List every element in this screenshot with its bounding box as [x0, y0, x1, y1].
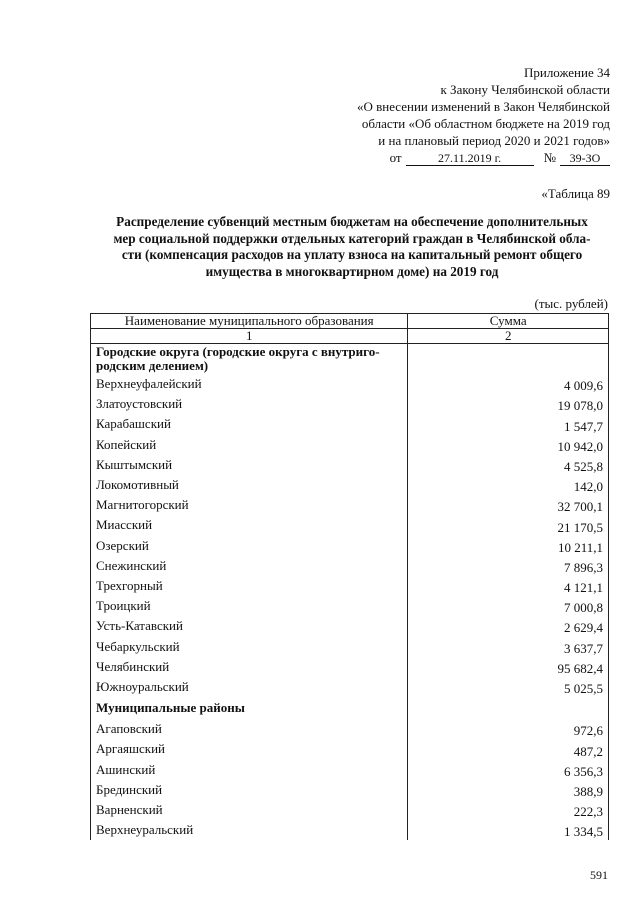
municipality-name: Челябинский — [91, 657, 408, 677]
table-row — [91, 800, 609, 820]
table-row — [91, 435, 609, 455]
number-label: № — [543, 150, 556, 165]
table-row — [91, 780, 609, 800]
amount-value: 1 547,7 — [408, 414, 609, 434]
table-row — [91, 394, 609, 414]
section-row — [91, 344, 609, 375]
from-label: от — [389, 150, 402, 165]
section-heading: Муниципальные районы — [91, 697, 408, 719]
section-heading: Городские округа (городские округа с внутриго-родским делением) — [91, 344, 408, 375]
municipality-name: Магнитогорский — [91, 495, 408, 515]
table-row — [91, 820, 609, 840]
municipality-name: Южноуральский — [91, 677, 408, 697]
appendix-line: области «Об областном бюджете на 2019 год — [361, 116, 610, 131]
table-row — [91, 374, 609, 394]
municipality-name: Трехгорный — [91, 576, 408, 596]
amount-value: 4 009,6 — [408, 374, 609, 394]
amount-value: 2 629,4 — [408, 616, 609, 636]
table-row — [91, 657, 609, 677]
amount-value: 7 896,3 — [408, 556, 609, 576]
table-row — [91, 455, 609, 475]
amount-value: 142,0 — [408, 475, 609, 495]
amount-value: 1 334,5 — [408, 820, 609, 840]
law-number: 39-ЗО — [560, 151, 610, 166]
table-row — [91, 719, 609, 739]
table-body — [91, 344, 609, 841]
header-number: 1 — [91, 329, 408, 344]
table-row — [91, 414, 609, 434]
municipality-name: Снежинский — [91, 556, 408, 576]
page-number: 591 — [590, 868, 608, 882]
header-sum: Сумма — [408, 314, 609, 329]
amount-value: 7 000,8 — [408, 596, 609, 616]
title-line: сти (компенсация расходов на уплату взноса на капитальный ремонт общего — [121, 247, 583, 262]
appendix-line: «О внесении изменений в Закон Челябинской — [356, 99, 610, 114]
amount-value: 5 025,5 — [408, 677, 609, 697]
municipality-name: Агаповский — [91, 719, 408, 739]
amount-value: 10 211,1 — [408, 536, 609, 556]
municipality-name: Локомотивный — [91, 475, 408, 495]
municipality-name: Копейский — [91, 435, 408, 455]
municipality-name: Озерский — [91, 536, 408, 556]
table-row — [91, 616, 609, 636]
table-label: «Таблица 89 — [541, 186, 610, 201]
municipality-name: Аргаяшский — [91, 739, 408, 759]
amount-value: 222,3 — [408, 800, 609, 820]
municipality-name: Карабашский — [91, 414, 408, 434]
appendix-block — [290, 64, 610, 166]
municipality-name: Верхнеуфалейский — [91, 374, 408, 394]
amount-value — [408, 344, 609, 375]
amount-value: 388,9 — [408, 780, 609, 800]
municipality-name: Троицкий — [91, 596, 408, 616]
table-row — [91, 636, 609, 656]
amount-value: 972,6 — [408, 719, 609, 739]
header-number: 2 — [408, 329, 609, 344]
municipality-name: Верхнеуральский — [91, 820, 408, 840]
appendix-line: Приложение 34 — [523, 65, 610, 80]
title-line: мер социальной поддержки отдельных категорий граждан в Челябинской обла- — [113, 230, 591, 246]
amount-value: 487,2 — [408, 739, 609, 759]
law-date-number-row — [290, 149, 610, 166]
amount-value: 95 682,4 — [408, 657, 609, 677]
municipality-name: Усть-Катавский — [91, 616, 408, 636]
municipality-name: Чебаркульский — [91, 636, 408, 656]
law-date: 27.11.2019 г. — [406, 151, 534, 166]
table-row — [91, 536, 609, 556]
header-name: Наименование муниципального образования — [91, 314, 408, 329]
document-title — [92, 214, 612, 280]
amount-value: 4 121,1 — [408, 576, 609, 596]
table-row — [91, 475, 609, 495]
amount-value: 19 078,0 — [408, 394, 609, 414]
units-label: (тыс. рублей) — [534, 296, 608, 311]
table-row — [91, 760, 609, 780]
section-row — [91, 697, 609, 719]
municipality-name: Варненский — [91, 800, 408, 820]
subsidy-table — [90, 313, 609, 840]
title-line: имущества в многоквартирном доме) на 2019 год — [205, 263, 499, 279]
table-row — [91, 515, 609, 535]
municipality-name: Златоустовский — [91, 394, 408, 414]
amount-value: 32 700,1 — [408, 495, 609, 515]
appendix-line: и на плановый период 2020 и 2021 годов» — [378, 133, 610, 148]
table-row — [91, 556, 609, 576]
amount-value: 4 525,8 — [408, 455, 609, 475]
header-row — [91, 314, 609, 329]
amount-value: 6 356,3 — [408, 760, 609, 780]
appendix-line: к Закону Челябинской области — [440, 82, 610, 97]
table-row — [91, 576, 609, 596]
title-line: Распределение субвенций местным бюджетам на обеспечение дополнительных — [116, 214, 588, 229]
amount-value: 3 637,7 — [408, 636, 609, 656]
municipality-name: Ашинский — [91, 760, 408, 780]
municipality-name: Миасский — [91, 515, 408, 535]
header-number-row — [91, 329, 609, 344]
table-row — [91, 495, 609, 515]
municipality-name: Брединский — [91, 780, 408, 800]
amount-value: 21 170,5 — [408, 515, 609, 535]
amount-value: 10 942,0 — [408, 435, 609, 455]
table-row — [91, 677, 609, 697]
table-row — [91, 739, 609, 759]
table-row — [91, 596, 609, 616]
amount-value — [408, 697, 609, 719]
municipality-name: Кыштымский — [91, 455, 408, 475]
